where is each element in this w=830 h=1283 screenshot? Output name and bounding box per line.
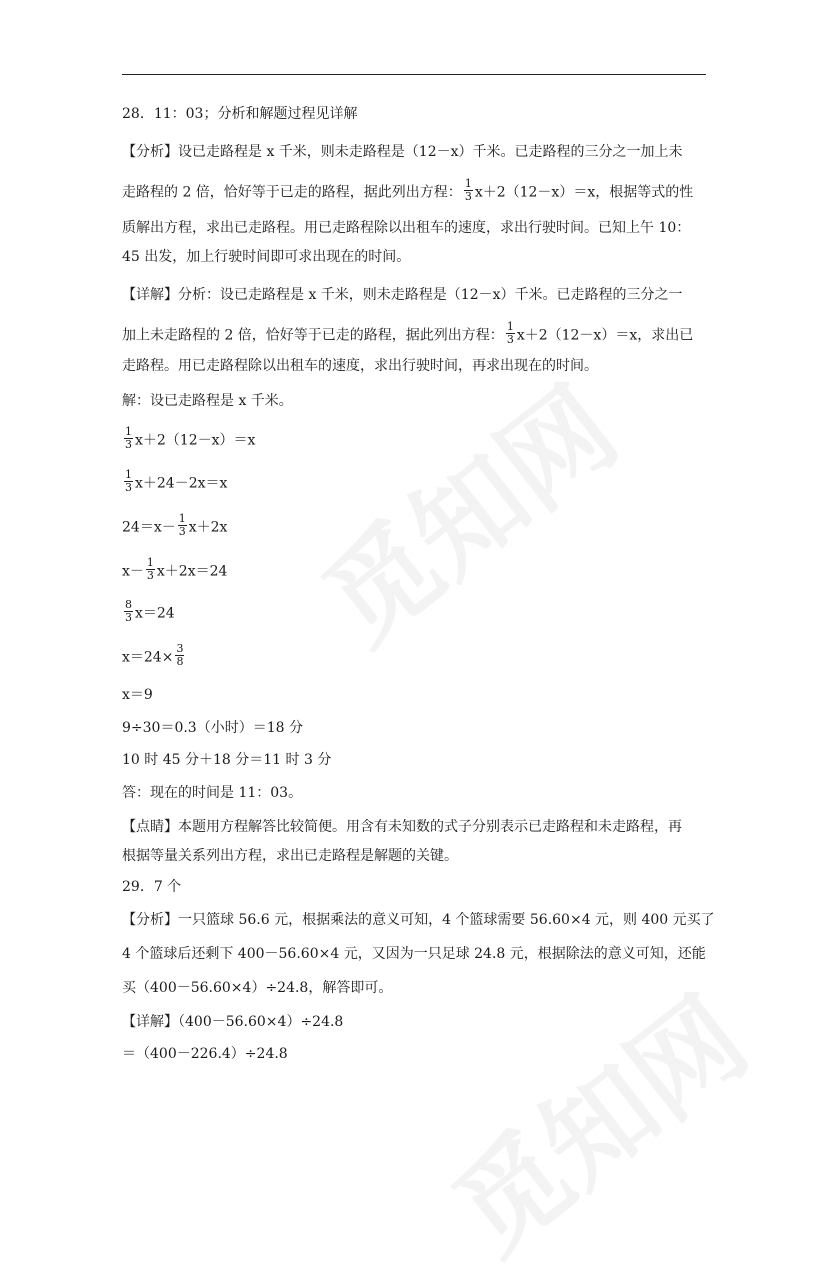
equation-step: 10 时 45 分＋18 分＝11 时 3 分 <box>122 752 332 768</box>
fraction-eight-thirds: $\frac{8}{3}$ <box>125 598 132 624</box>
detail-tag: 【详解】 <box>122 287 178 303</box>
detail-tag: 【详解】 <box>122 1014 178 1030</box>
q29-analysis-line: 【分析】一只篮球 56.6 元，根据乘法的意义可知，4 个篮球需要 56.60×4 元，则 400 元买了 <box>122 912 715 928</box>
q29-analysis-line: 买（400－56.60×4）÷24.8，解答即可。 <box>122 980 393 996</box>
header-rule <box>122 74 706 75</box>
fraction-one-third: $\frac{1}{3}$ <box>178 512 186 538</box>
equation-step: x－ $\frac{1}{3}$ x＋2x＝24 <box>122 556 228 582</box>
q29-detail-line: ＝（400－226.4）÷24.8 <box>122 1046 288 1062</box>
fraction-one-third: $\frac{1}{3}$ <box>146 556 154 582</box>
q28-point-line: 根据等量关系列出方程，求出已走路程是解题的关键。 <box>122 848 458 864</box>
fraction-one-third: $\frac{1}{3}$ <box>506 320 514 346</box>
q28-detail-line: 加上未走路程的 2 倍，恰好等于已走的路程，据此列出方程： $\frac{1}{3}$ x＋2（12－x）＝x，求出已 <box>122 320 694 346</box>
equation-step: 9÷30＝0.3（小时）＝18 分 <box>122 720 303 736</box>
analysis-tag: 【分析】 <box>122 144 178 160</box>
equation-step: $\frac{1}{3}$ x＋24－2x＝x <box>125 468 228 494</box>
equation-step: $\frac{8}{3}$ x＝24 <box>125 598 175 624</box>
q28-solve-line: 解：设已走路程是 x 千米。 <box>122 393 293 409</box>
q28-point-line: 【点睛】本题用方程解答比较简便。用含有未知数的式子分别表示已走路程和未走路程，再 <box>122 819 682 835</box>
q29-detail-line: 【详解】（400－56.60×4）÷24.8 <box>122 1014 344 1030</box>
q29-analysis-line: 4 个篮球后还剩下 400－56.60×4 元，又因为一只足球 24.8 元，根据除法的意义可知，还能 <box>122 946 706 962</box>
q28-analysis-line: 【分析】设已走路程是 x 千米，则未走路程是（12－x）千米。已走路程的三分之一加上未 <box>122 144 683 160</box>
analysis-tag: 【分析】 <box>122 912 178 928</box>
q28-detail-line: 【详解】分析：设已走路程是 x 千米，则未走路程是（12－x）千米。已走路程的三分之一 <box>122 287 683 303</box>
watermark <box>286 345 643 673</box>
equation-step: $\frac{1}{3}$ x＋2（12－x）＝x <box>125 425 256 451</box>
fraction-one-third: $\frac{1}{3}$ <box>464 177 472 203</box>
answer-line: 答：现在的时间是 11：03。 <box>122 785 303 801</box>
q28-header: 28．11：03；分析和解题过程见详解 <box>122 106 358 122</box>
q28-detail-line: 走路程。用已走路程除以出租车的速度，求出行驶时间，再求出现在的时间。 <box>122 358 598 374</box>
q28-analysis-line: 45 出发，加上行驶时间即可求出现在的时间。 <box>122 249 411 265</box>
fraction-three-eighths: $\frac{3}{8}$ <box>176 642 184 668</box>
q28-analysis-line: 质解出方程，求出已走路程。用已走路程除以出租车的速度，求出行驶时间。已知上午 10： <box>122 220 691 236</box>
fraction-one-third: $\frac{1}{3}$ <box>125 425 132 451</box>
q29-header: 29．7 个 <box>122 879 182 895</box>
point-tag: 【点睛】 <box>122 819 178 835</box>
watermark <box>416 955 773 1283</box>
equation-step: 24＝x－ $\frac{1}{3}$ x＋2x <box>122 512 228 538</box>
equation-step: x＝9 <box>122 687 153 703</box>
fraction-one-third: $\frac{1}{3}$ <box>125 468 132 494</box>
q28-analysis-line: 走路程的 2 倍，恰好等于已走的路程，据此列出方程： $\frac{1}{3}$ x＋2（12－x）＝x，根据等式的性 <box>122 177 694 203</box>
equation-step: x＝24× $\frac{3}{8}$ <box>122 642 184 668</box>
